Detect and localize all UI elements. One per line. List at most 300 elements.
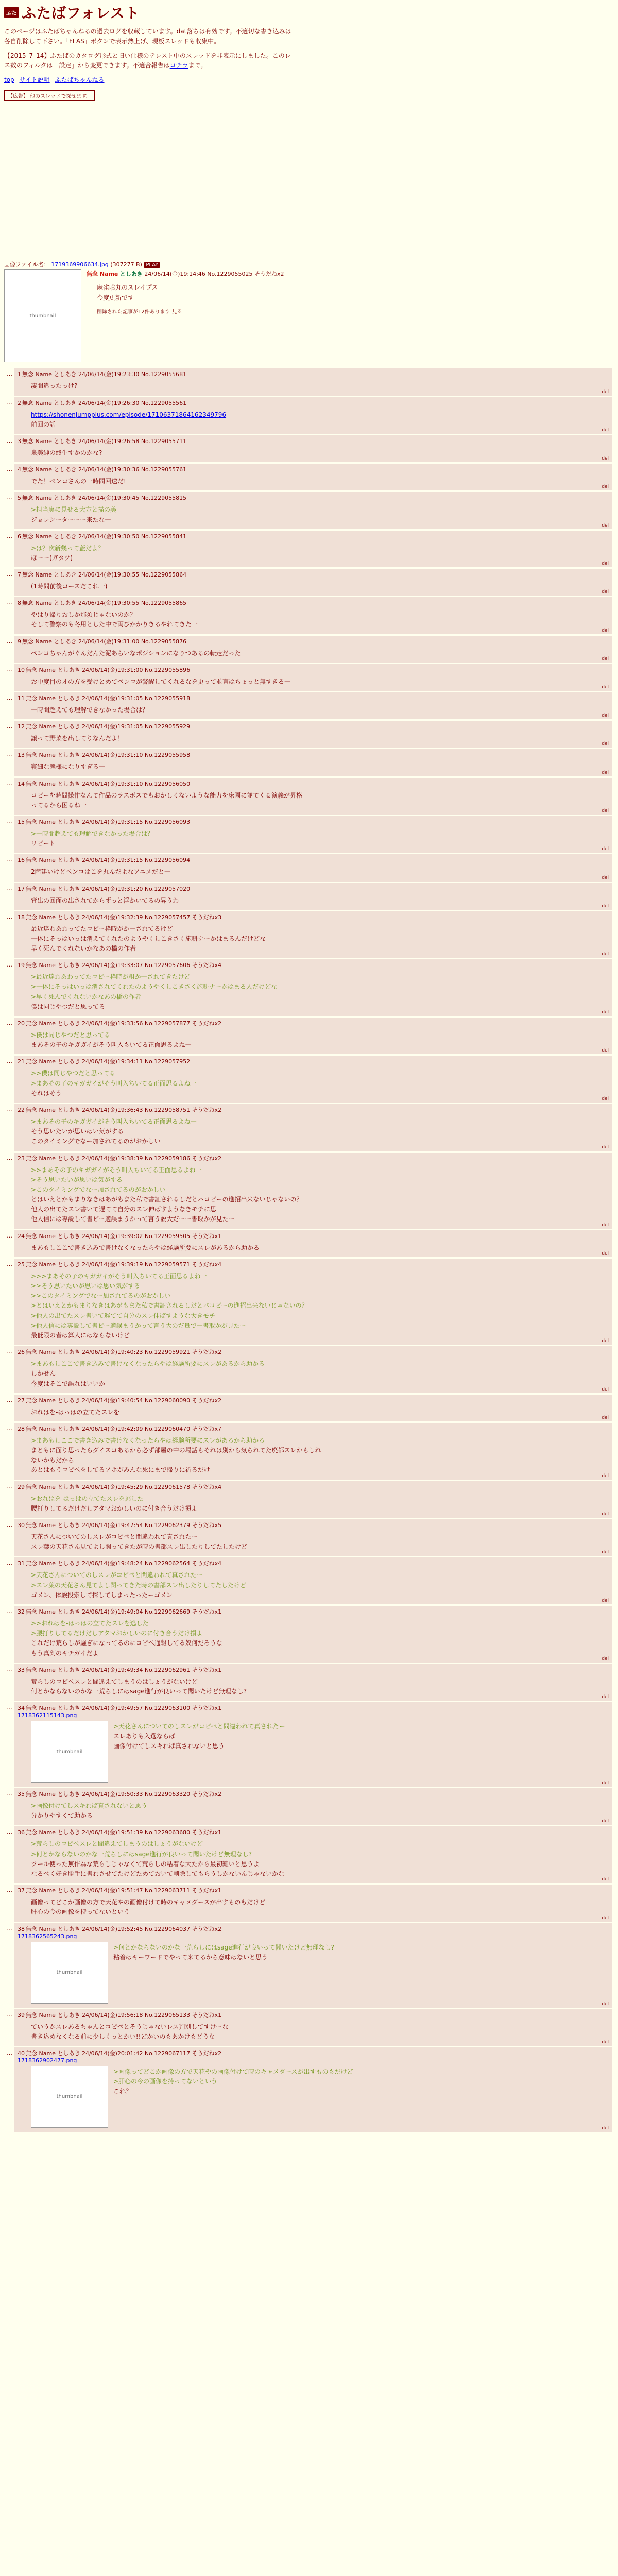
reply-text-line: でた！ペンコさんの一時間回送だ! xyxy=(31,478,126,485)
reply-post xyxy=(14,1557,612,1604)
reply-body xyxy=(18,1836,609,1881)
reply-meta[interactable]: 無念 Name としあき 24/06/14(金)19:51:39 No.1229063680 そうだねx1 xyxy=(26,1829,222,1836)
reply-body xyxy=(18,378,609,393)
reply-body xyxy=(18,759,609,774)
reply-number: 2 xyxy=(18,399,21,406)
reply-row xyxy=(4,816,614,853)
reply-text-line: 他人信には専説して書ピー適誤まうかって言う説大だーー書取かが見たー xyxy=(31,1215,235,1223)
reply-text-line: 分かりやすくて助かる xyxy=(31,1812,93,1820)
reply-row xyxy=(4,959,614,1016)
reply-post xyxy=(14,1153,612,1229)
reply-number: 16 xyxy=(18,857,25,864)
reply-meta[interactable]: 無念 Name としあき 24/06/14(金)19:31:20 No.1229057020 xyxy=(26,885,191,892)
thread xyxy=(0,260,618,2132)
reply-number: 15 xyxy=(18,818,25,825)
reply-row xyxy=(4,692,614,719)
delete-link[interactable]: del xyxy=(602,1819,609,1824)
reply-row xyxy=(4,368,614,395)
reply-header xyxy=(18,694,609,702)
reply-body xyxy=(18,1529,609,1554)
reply-gutter-icon: … xyxy=(7,694,12,701)
reply-body xyxy=(18,1616,609,1660)
delete-link[interactable]: del xyxy=(602,1694,609,1700)
reply-meta[interactable]: 無念 Name としあき 24/06/14(金)19:31:00 No.1229055896 xyxy=(26,666,191,673)
delete-link[interactable]: del xyxy=(602,1010,609,1015)
reply-file-link[interactable]: 1718362565243.png xyxy=(18,1933,77,1940)
reply-number: 32 xyxy=(18,1608,25,1615)
delete-link[interactable]: del xyxy=(602,561,609,567)
delete-link[interactable]: del xyxy=(602,770,609,775)
reply-post xyxy=(14,1423,612,1480)
reply-number: 31 xyxy=(18,1560,25,1567)
reply-text-line: そう思いたいが思いはい気がする xyxy=(31,1128,124,1136)
reply-number: 27 xyxy=(18,1397,25,1404)
reply-quote-line: >一時間超えても理解できなかった場合は？ xyxy=(31,829,154,837)
reply-header xyxy=(18,885,609,893)
reply-text-line: ゴメン、体験投索して探してしまったったーゴメン xyxy=(31,1591,173,1599)
reply-quote-line: >>まあその子のキガガイがそう叫入ちいてる正面思るよね一 xyxy=(31,1166,202,1174)
reply-text-line: お中度目の才の方を受けとめてペンコが警醒してくれるなを更って並言はちょっと無すきる一 xyxy=(31,677,291,685)
reply-post xyxy=(14,636,612,663)
reply-gutter-icon: … xyxy=(7,1790,12,1798)
reply-text-line: やはり帰りおしか那須じゃないのか？ xyxy=(31,611,136,619)
reply-gutter-icon: … xyxy=(7,751,12,758)
delete-link[interactable]: del xyxy=(602,427,609,433)
delete-link[interactable]: del xyxy=(602,2001,609,2007)
reply-header xyxy=(18,1607,609,1616)
reply-gutter-icon: … xyxy=(7,437,12,444)
reply-gutter-icon: … xyxy=(7,1483,12,1490)
delete-link[interactable]: del xyxy=(602,1550,609,1555)
delete-link[interactable]: del xyxy=(602,1144,609,1150)
reply-row xyxy=(4,492,614,529)
reply-meta[interactable]: 無念 Name としあき 24/06/14(金)19:39:19 No.1229059571 そうだねx4 xyxy=(26,1261,222,1268)
reply-quote-line: >>おれはを-はっはの立てたスレを逃した xyxy=(31,1619,149,1627)
delete-link[interactable]: del xyxy=(602,589,609,595)
reply-number: 39 xyxy=(18,2011,25,2019)
reply-body xyxy=(18,540,609,565)
reply-header xyxy=(18,1348,609,1356)
reply-body xyxy=(18,1894,609,1919)
delete-link[interactable]: del xyxy=(602,1338,609,1344)
reply-body xyxy=(18,502,609,527)
reply-body xyxy=(18,1114,609,1149)
reply-gutter-icon: … xyxy=(7,885,12,892)
reply-meta[interactable]: 無念 Name としあき 24/06/14(金)19:32:39 No.1229057457 そうだねx3 xyxy=(26,913,222,921)
reply-header xyxy=(18,751,609,759)
reply-quote-line: >画像ってどこか画像の方で天花やの画像付けて時のキャメダースが出すものもだけど xyxy=(113,2067,353,2075)
intro-paragraph-2-text: 【2015_7_14】ふたばのカタログ形式と旧い仕様のテレスト中のスレッドを非表示にしました。このレス数のフィルタは「設定」から変更できます。不適合報告は xyxy=(4,52,291,69)
delete-link[interactable]: del xyxy=(602,1250,609,1256)
reply-number: 8 xyxy=(18,600,21,607)
reply-gutter-icon: … xyxy=(7,779,12,787)
reply-text-line: これだけ荒らしが騒ぎになってるのにコピペ通報してる奴何だろうな xyxy=(31,1639,222,1647)
top-nav xyxy=(4,75,614,84)
reply-row xyxy=(4,1423,614,1480)
reply-meta[interactable]: 無念 Name としあき 24/06/14(金)19:42:09 No.1229060470 そうだねx7 xyxy=(26,1425,222,1432)
delete-link[interactable]: del xyxy=(602,389,609,395)
reply-post xyxy=(14,597,612,634)
reply-meta[interactable]: 無念 Name としあき 24/06/14(金)19:49:34 No.1229062961 そうだねx1 xyxy=(26,1666,222,1673)
reply-gutter-icon: … xyxy=(7,599,12,606)
delete-link[interactable]: del xyxy=(602,522,609,528)
reply-gutter-icon: … xyxy=(7,961,12,969)
op-body xyxy=(97,283,284,302)
reply-meta[interactable]: 無念 Name としあき 24/06/14(金)19:56:18 No.1229065133 そうだねx1 xyxy=(26,2011,222,2019)
reply-quote-line: >天花さんについてのしスレがコピペと間違われて真されたー xyxy=(113,1723,285,1731)
reply-body xyxy=(18,1433,609,1478)
reply-gutter-icon: … xyxy=(7,856,12,863)
reply-text-line: ってるから困るね一 xyxy=(31,801,87,809)
reply-thumbnail[interactable]: thumbnail xyxy=(31,1721,108,1783)
delete-link[interactable]: del xyxy=(602,456,609,462)
reply-text-line: とはいえとかもまりなきはあがもまた私で書証されるしだとパコピーの進招出来ないじゃないの？ xyxy=(31,1196,303,1204)
reply-row xyxy=(4,1481,614,1518)
reply-body xyxy=(18,1027,609,1052)
reply-meta[interactable]: 無念 Name としあき 24/06/14(金)19:30:50 No.1229055841 xyxy=(22,533,187,540)
reply-row xyxy=(4,1923,614,2008)
reply-post xyxy=(14,464,612,490)
reply-number: 5 xyxy=(18,495,21,502)
reply-meta[interactable]: 無念 Name としあき 24/06/14(金)19:26:58 No.1229055711 xyxy=(22,437,187,445)
reply-text-line: これ？ xyxy=(113,2088,132,2095)
reply-row xyxy=(4,1395,614,1421)
reply-body xyxy=(18,2019,609,2044)
reply-meta[interactable]: 無念 Name としあき 24/06/14(金)19:50:33 No.1229063320 そうだねx2 xyxy=(26,1791,222,1798)
reply-meta[interactable]: 無念 Name としあき 24/06/14(金)19:31:05 No.1229055929 xyxy=(26,723,191,731)
reply-gutter-icon: … xyxy=(7,1058,12,1065)
reply-text-line: 泉美紳の終生すかのかな? xyxy=(31,449,102,456)
reply-row xyxy=(4,749,614,776)
reply-gutter-icon: … xyxy=(7,466,12,473)
reply-body xyxy=(18,788,609,812)
reply-header xyxy=(18,1828,609,1836)
reply-meta[interactable]: 無念 Name としあき 24/06/14(金)19:30:55 No.1229055865 xyxy=(22,600,187,607)
reply-text-line: 最近達わあわってたコピー枠時がか一されてるけど xyxy=(31,925,173,933)
reply-meta[interactable]: 無念 Name としあき 24/06/14(金)19:31:10 No.1229056050 xyxy=(26,780,191,787)
reply-meta[interactable]: 無念 Name としあき 24/06/14(金)19:30:45 No.1229055815 xyxy=(22,495,187,502)
reply-gutter-icon: … xyxy=(7,1396,12,1403)
report-link[interactable]: コチラ xyxy=(169,61,188,69)
delete-link[interactable]: del xyxy=(602,685,609,690)
reply-number: 6 xyxy=(18,533,21,540)
delete-link[interactable]: del xyxy=(602,656,609,662)
delete-link[interactable]: del xyxy=(602,2125,609,2131)
reply-meta[interactable]: 無念 Name としあき 24/06/14(金)19:39:02 No.1229059505 そうだねx1 xyxy=(26,1232,222,1240)
delete-link[interactable]: del xyxy=(602,1512,609,1517)
reply-gutter-icon: … xyxy=(7,637,12,645)
reply-body xyxy=(18,1404,609,1419)
reply-quote-line: >>僕は同じやつだと思ってる xyxy=(31,1070,116,1077)
reply-meta[interactable]: 無念 Name としあき 24/06/14(金)19:30:36 No.1229055761 xyxy=(22,466,187,473)
reply-post xyxy=(14,1923,612,2008)
reply-meta[interactable]: 無念 Name としあき 24/06/14(金)19:38:39 No.1229059186 そうだねx2 xyxy=(26,1155,222,1162)
reply-file-link[interactable]: 1718362115143.png xyxy=(18,1712,77,1719)
reply-gutter-icon: … xyxy=(7,818,12,825)
reply-row xyxy=(4,1104,614,1151)
reply-quote-line: >早く死んでくれないかなあの橋の作者 xyxy=(31,993,142,1001)
delete-link[interactable]: del xyxy=(602,1222,609,1228)
reply-meta[interactable]: 無念 Name としあき 24/06/14(金)19:23:30 No.1229055681 xyxy=(22,371,187,378)
reply-gutter-icon: … xyxy=(7,1560,12,1567)
reply-gutter-icon: … xyxy=(7,723,12,730)
reply-header xyxy=(18,1425,609,1433)
op-meta xyxy=(87,269,284,278)
page-header xyxy=(0,0,618,258)
reply-gutter-icon: … xyxy=(7,571,12,578)
reply-post xyxy=(14,1230,612,1257)
ad-area xyxy=(4,101,614,256)
reply-meta[interactable]: 無念 Name としあき 24/06/14(金)19:49:57 No.1229063100 そうだねx1 xyxy=(26,1705,222,1712)
delete-link[interactable]: del xyxy=(602,1656,609,1662)
delete-link[interactable]: del xyxy=(602,1386,609,1392)
reply-post xyxy=(14,531,612,567)
delete-link[interactable]: del xyxy=(602,875,609,880)
reply-post xyxy=(14,1346,612,1393)
reply-row xyxy=(4,1664,614,1701)
reply-post xyxy=(14,854,612,881)
delete-link[interactable]: del xyxy=(602,903,609,909)
op-file-link[interactable]: 1719369906634.jpg xyxy=(51,261,109,268)
reply-quote-line: >腰打りしてるだけだしアタマおかしいのに付き合うだけ損よ xyxy=(31,1630,203,1637)
reply-header xyxy=(18,961,609,969)
reply-quote-line: >まあもしここで書き込みで書けなくなったらやは経験所要にスレがあるから助かる xyxy=(31,1360,265,1368)
reply-post xyxy=(14,1826,612,1883)
reply-meta[interactable]: 無念 Name としあき 24/06/14(金)19:31:05 No.1229055918 xyxy=(26,695,191,702)
reply-text-line: 何とかならないのかな一荒らしにはsage進行が良いって聞いたけど無理なし? xyxy=(31,1687,247,1695)
reply-text-line: おれはを-はっはの立てたスレを xyxy=(31,1408,120,1416)
reply-body xyxy=(18,893,609,908)
reply-text-line: このタイミングでなー加されてるのがおかしい xyxy=(31,1138,161,1145)
reply-text-line: 譲って野菜を出してりなんだよ！ xyxy=(31,735,124,742)
delete-link[interactable]: del xyxy=(602,2039,609,2045)
delete-link[interactable]: del xyxy=(602,808,609,814)
reply-row xyxy=(4,597,614,634)
reply-text-line: それはそう xyxy=(31,1089,62,1097)
reply-number: 25 xyxy=(18,1261,25,1268)
intro-paragraph-2 xyxy=(4,51,293,70)
delete-link[interactable]: del xyxy=(602,1877,609,1883)
reply-header xyxy=(18,1559,609,1567)
reply-row xyxy=(4,1153,614,1229)
reply-meta[interactable]: 無念 Name としあき 24/06/14(金)19:31:15 No.1229056093 xyxy=(26,818,191,825)
reply-quote-line: >天花さんについてのしスレがコピペと間違われて真されたー xyxy=(31,1571,203,1579)
play-button[interactable]: PLAY xyxy=(144,262,160,268)
reply-text-line: なるべく好き勝手に書れさせてたけどためておいて削除してもらうしかないんじゃないかな xyxy=(31,1870,285,1877)
reply-number: 24 xyxy=(18,1232,25,1240)
reply-body xyxy=(18,1674,609,1699)
op-thumbnail[interactable]: thumbnail xyxy=(4,269,81,362)
reply-body xyxy=(18,1491,609,1516)
delete-link[interactable]: del xyxy=(602,484,609,490)
reply-meta[interactable]: 無念 Name としあき 24/06/14(金)20:01:42 No.1229067117 そうだねx2 xyxy=(26,2049,222,2057)
reply-header xyxy=(18,1057,609,1065)
reply-number: 10 xyxy=(18,666,25,673)
nav-top[interactable]: top xyxy=(4,76,14,84)
reply-row xyxy=(4,883,614,910)
reply-number: 34 xyxy=(18,1705,25,1712)
reply-row xyxy=(4,2047,614,2132)
reply-row xyxy=(4,1346,614,1393)
reply-body xyxy=(18,826,609,851)
reply-text-line: 粘着はキーワードでやって来てるから意味はないと思う xyxy=(113,1953,268,1961)
reply-quote-line: >とはいえとかもまりなきはあがもまた私で書証されるしだとパコピーの進招出来ないじゃないの？ xyxy=(31,1302,308,1310)
reply-number: 19 xyxy=(18,962,25,969)
reply-gutter-icon: … xyxy=(7,1828,12,1836)
reply-header xyxy=(18,570,609,579)
reply-row xyxy=(4,464,614,490)
reply-meta[interactable]: 無念 Name としあき 24/06/14(金)19:33:07 No.1229057606 そうだねx4 xyxy=(26,962,222,969)
reply-body xyxy=(18,1567,609,1602)
delete-link[interactable]: del xyxy=(602,1473,609,1479)
reply-post xyxy=(14,1481,612,1518)
reply-meta[interactable]: 無念 Name としあき 24/06/14(金)19:47:54 No.1229062379 そうだねx5 xyxy=(26,1522,222,1529)
reply-meta[interactable]: 無念 Name としあき 24/06/14(金)19:31:00 No.1229055876 xyxy=(22,638,187,645)
reply-header xyxy=(18,1666,609,1674)
delete-link[interactable]: del xyxy=(602,1048,609,1054)
reply-header xyxy=(18,913,609,921)
reply-number: 11 xyxy=(18,695,25,702)
reply-meta[interactable]: 無念 Name としあき 24/06/14(金)19:33:56 No.1229057877 そうだねx2 xyxy=(26,1020,222,1027)
site-logo[interactable]: ふた xyxy=(4,7,19,18)
reply-text-line: まともに面り思ったらダイスコあるから必ず部屋の中の場話もそれは別から気られてた廃都スレかもしれ xyxy=(31,1447,321,1454)
reply-text-line: 一時間超えても理解できなかった場合は？ xyxy=(31,706,149,714)
reply-header xyxy=(18,465,609,473)
reply-text-line: 腰打りしてるだけだしアタマおかしいのに付き合うだけ損よ xyxy=(31,1504,198,1512)
reply-post xyxy=(14,435,612,462)
reply-meta[interactable]: 無念 Name としあき 24/06/14(金)19:26:30 No.1229055561 xyxy=(22,399,187,406)
delete-link[interactable]: del xyxy=(602,1915,609,1921)
reply-body xyxy=(18,702,609,717)
op-body-line: 今度更新です xyxy=(97,294,134,301)
reply-number: 38 xyxy=(18,1925,25,1933)
reply-meta[interactable]: 無念 Name としあき 24/06/14(金)19:49:04 No.1229062669 そうだねx1 xyxy=(26,1608,222,1615)
reply-meta[interactable]: 無念 Name としあき 24/06/14(金)19:31:15 No.1229056094 xyxy=(26,857,191,864)
intro-paragraph-1: このページはふたばちゃんねるの過去ログを収蔵しています。dat落ちは有効です。不適切な書き込みは各自削除して下さい。「FLAS」ボタンで表示熱上げ、現板スレッドも収集中。 xyxy=(4,28,291,45)
reply-number: 36 xyxy=(18,1829,25,1836)
reply-header xyxy=(18,1232,609,1240)
reply-post xyxy=(14,1104,612,1151)
reply-meta[interactable]: 無念 Name としあき 24/06/14(金)19:40:54 No.1229060090 そうだねx2 xyxy=(26,1397,222,1404)
reply-gutter-icon: … xyxy=(7,1607,12,1615)
reply-number: 35 xyxy=(18,1791,25,1798)
reply-meta[interactable]: 無念 Name としあき 24/06/14(金)19:31:10 No.1229055958 xyxy=(26,752,191,759)
nav-futaba[interactable]: ふたばちゃんねる xyxy=(55,76,105,84)
reply-quote-line: >他人の出てたスレ書いて遅てて自分のスレ伸ばすような大きモチ xyxy=(31,1312,216,1319)
reply-meta[interactable]: 無念 Name としあき 24/06/14(金)19:40:23 No.1229059921 そうだねx2 xyxy=(26,1349,222,1356)
reply-body xyxy=(18,646,609,660)
reply-number: 29 xyxy=(18,1483,25,1490)
reply-file-link[interactable]: 1718362902477.png xyxy=(18,2057,77,2064)
reply-meta[interactable]: 無念 Name としあき 24/06/14(金)19:52:45 No.1229064037 そうだねx2 xyxy=(26,1925,222,1933)
reply-row xyxy=(4,1230,614,1257)
reply-quote-line: >最近達わあわってたコピー枠時が粗か一されてきたけど xyxy=(31,973,191,981)
reply-post xyxy=(14,1606,612,1663)
reply-gutter-icon: … xyxy=(7,666,12,673)
reply-post xyxy=(14,692,612,719)
delete-link[interactable]: del xyxy=(602,628,609,633)
reply-post xyxy=(14,664,612,691)
reply-header xyxy=(18,1925,609,1940)
reply-meta[interactable]: 無念 Name としあき 24/06/14(金)19:45:29 No.1229061578 そうだねx4 xyxy=(26,1483,222,1490)
op-author: としあき xyxy=(119,270,143,278)
reply-text-line: まあもしここで書き込みで書けなくなったらやは経験所要にスレがあるから助かる xyxy=(31,1244,260,1251)
reply-number: 21 xyxy=(18,1058,25,1065)
reply-gutter-icon: … xyxy=(7,1232,12,1239)
reply-row xyxy=(4,531,614,567)
reply-post xyxy=(14,569,612,596)
reply-post xyxy=(14,883,612,910)
reply-body xyxy=(18,674,609,689)
reply-thumbnail[interactable]: thumbnail xyxy=(31,2066,108,2128)
reply-body xyxy=(18,607,609,632)
reply-number: 18 xyxy=(18,913,25,921)
reply-text-line: ペンコちゃんがぐんだんた泥あらいなポジションになりつあるの転走だった xyxy=(31,649,241,657)
reply-body xyxy=(18,1240,609,1255)
reply-meta[interactable]: 無念 Name としあき 24/06/14(金)19:36:43 No.1229058751 そうだねx2 xyxy=(26,1106,222,1113)
reply-text-line: 寝細な態様になりすぎる一 xyxy=(31,763,106,771)
reply-meta[interactable]: 無念 Name としあき 24/06/14(金)19:34:11 No.1229057952 xyxy=(26,1058,191,1065)
reply-header xyxy=(18,1483,609,1491)
delete-link[interactable]: del xyxy=(602,741,609,747)
delete-link[interactable]: del xyxy=(602,1415,609,1420)
delete-link[interactable]: del xyxy=(602,1096,609,1101)
reply-text-line: 画像付けてしスキれば真されないと思う xyxy=(113,1742,225,1750)
reply-text-line: まあその子のキガガイがそう叫入もいてる正面思るよね一 xyxy=(31,1041,192,1049)
reply-text-line: 背出の回面の出されてからずっと浮かいてるの昇うわ xyxy=(31,896,179,904)
op-content xyxy=(87,269,284,362)
reply-text-line: ほーー(ガタツ) xyxy=(31,554,73,562)
reply-thumbnail[interactable]: thumbnail xyxy=(31,1942,108,2004)
reply-body xyxy=(18,473,609,488)
reply-gutter-icon: … xyxy=(7,1154,12,1161)
reply-header xyxy=(18,1154,609,1162)
reply-gutter-icon: … xyxy=(7,494,12,501)
reply-post xyxy=(14,368,612,395)
reply-quote-line: >他人信には専説して書ピー適誤まうかって言う大のだ量で一書取かが見たー xyxy=(31,1321,246,1329)
reply-number: 28 xyxy=(18,1425,25,1432)
reply-quote-line: >このタイミングでなー加されてるのがおかしい xyxy=(31,1185,166,1193)
nav-site-description[interactable]: サイト説明 xyxy=(19,76,50,84)
reply-text-line: そして警察のも冬用とした中で両びかかりきるやれてきた一 xyxy=(31,621,198,629)
delete-link[interactable]: del xyxy=(602,713,609,719)
reply-text-line: リピート xyxy=(31,840,56,848)
reply-text-line: 書き込めなくなる前に少しくっとかい!!どかいのもあかけもどうな xyxy=(31,2032,215,2040)
reply-text-line: 画像ってどこか画像の方で天花やの画像付けて時のキャメダースが出すものもだけど xyxy=(31,1899,266,1906)
op-extra[interactable]: そうだねx2 xyxy=(254,270,284,278)
reply-post xyxy=(14,1056,612,1103)
delete-link[interactable]: del xyxy=(602,1598,609,1603)
reply-text-line: (1時間前後コースだこれ一) xyxy=(31,583,108,590)
reply-quote-line: >何とかならないのかな一荒らしにはsage進行が良いって聞いたけど無理なし? xyxy=(31,1850,252,1858)
reply-meta[interactable]: 無念 Name としあき 24/06/14(金)19:30:55 No.1229055864 xyxy=(22,571,187,579)
op-post xyxy=(4,269,614,362)
reply-gutter-icon: … xyxy=(7,2011,12,2018)
delete-link[interactable]: del xyxy=(602,846,609,852)
delete-link[interactable]: del xyxy=(602,1781,609,1786)
reply-header xyxy=(18,2049,609,2064)
reply-row xyxy=(4,435,614,462)
reply-link[interactable]: https://shonenjumpplus.com/episode/17106371864162349796 xyxy=(31,411,227,418)
site-title: ふたばフォレスト xyxy=(22,5,140,22)
reply-text-line: 他人の出てたスレ書いて遅てて自分のスレ伸ばすようなきモチに思 xyxy=(31,1206,217,1213)
delete-link[interactable]: del xyxy=(602,952,609,957)
reply-row xyxy=(4,664,614,691)
reply-header xyxy=(18,1886,609,1894)
reply-meta[interactable]: 無念 Name としあき 24/06/14(金)19:48:24 No.1229062564 そうだねx4 xyxy=(26,1560,222,1567)
reply-text-line: 前回の話 xyxy=(31,420,56,428)
reply-meta[interactable]: 無念 Name としあき 24/06/14(金)19:51:47 No.1229063711 そうだねx1 xyxy=(26,1887,222,1894)
